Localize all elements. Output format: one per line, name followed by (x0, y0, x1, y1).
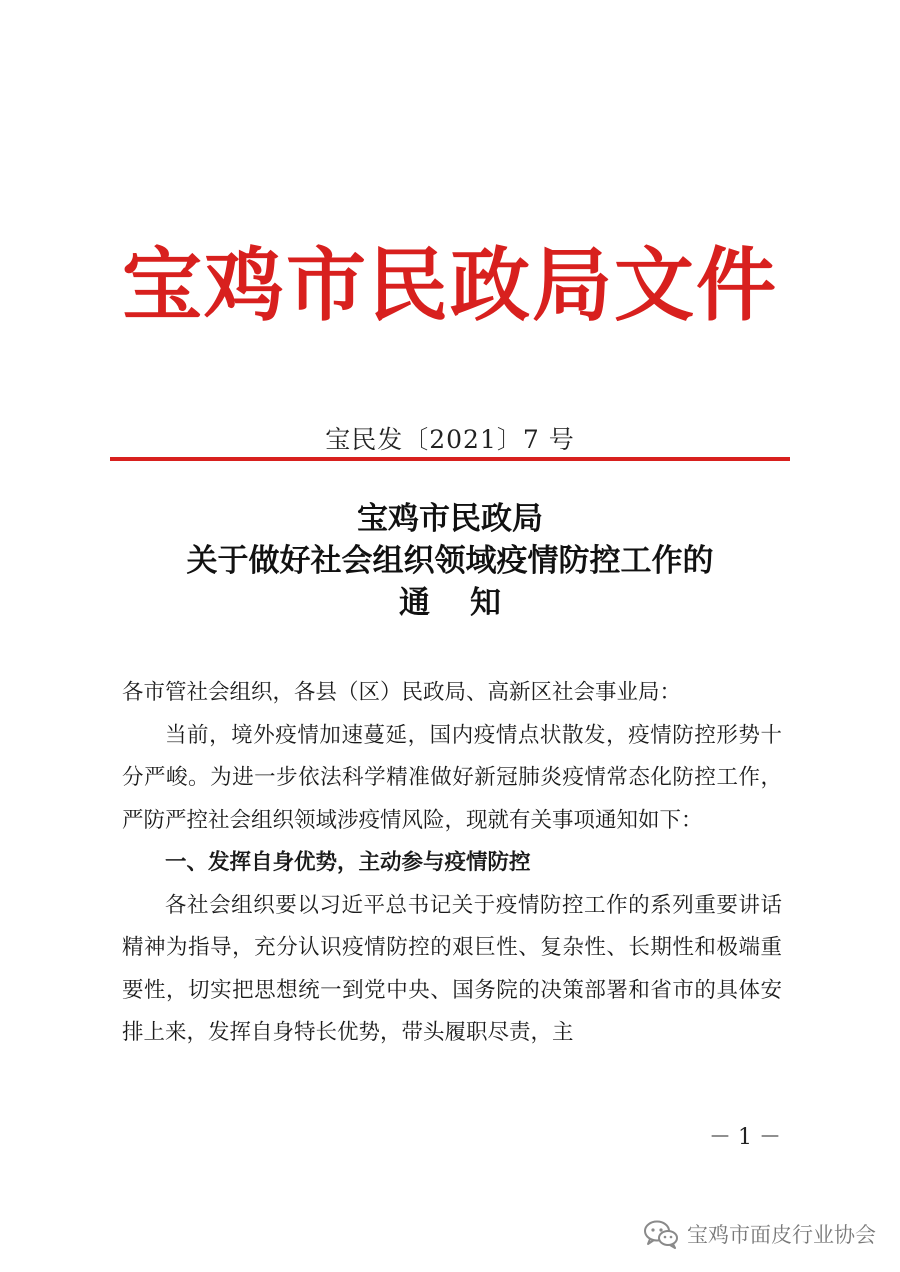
title-line-1: 宝鸡市民政局 (357, 501, 543, 537)
document-number: 宝民发〔2021〕7 号 (325, 425, 575, 454)
source-watermark (643, 1217, 876, 1251)
paragraph-intro: 当前，境外疫情加速蔓延，国内疫情点状散发，疫情防控形势十分严峻。为进一步依法科学精准做好新冠肺炎疫情常态化防控工作，严防严控社会组织领域涉疫情风险，现就有关事项通知如下： (122, 722, 782, 833)
document-body (122, 672, 782, 1055)
masthead-title: 宝鸡市民政局文件 (122, 238, 778, 332)
document-title (0, 498, 900, 624)
paragraph-section-1: 各社会组织要以习近平总书记关于疫情防控工作的系列重要讲话精神为指导，充分认识疫情防控的艰巨性、复杂性、长期性和极端重要性，切实把思想统一到党中央、国务院的决策部署和省市的具体安排上来，发挥自身特长优势，带头履职尽责，主 (122, 892, 782, 1045)
watermark-text: 宝鸡市面皮行业协会 (687, 1223, 876, 1247)
section-heading-1: 一、发挥自身优势，主动参与疫情防控 (165, 850, 531, 875)
addressee: 各市管社会组织，各县（区）民政局、高新区社会事业局： (122, 680, 682, 705)
red-divider (110, 457, 790, 461)
title-line-2: 关于做好社会组织领域疫情防控工作的 (186, 543, 714, 579)
page-number: － 1 － (709, 1125, 781, 1150)
wechat-icon (643, 1219, 679, 1249)
title-line-3: 通知 (399, 585, 541, 621)
